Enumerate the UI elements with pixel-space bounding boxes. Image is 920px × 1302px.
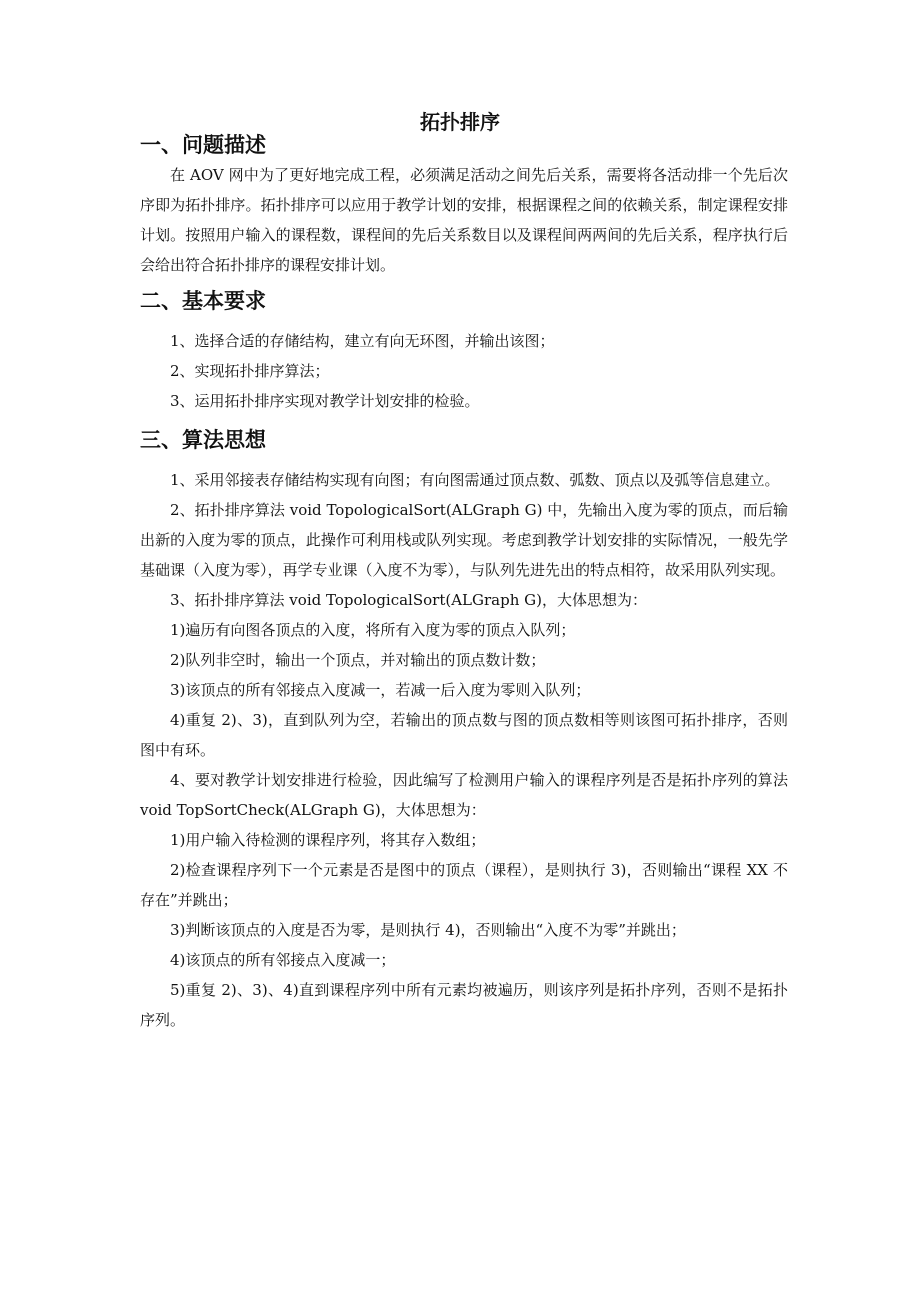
requirement-item: 2、实现拓扑排序算法； xyxy=(170,362,330,380)
algorithm-paragraph-4: 4、要对教学计划安排进行检验，因此编写了检测用户输入的课程序列是否是拓扑序列的算法 void TopSortCheck(ALGraph G)，大体思想为： xyxy=(140,771,788,819)
section-algorithm-ideas xyxy=(140,425,788,1035)
section-problem-description xyxy=(140,130,788,280)
algorithm-paragraph-1: 1、采用邻接表存储结构实现有向图；有向图需通过顶点数、弧数、顶点以及弧等信息建立。 xyxy=(170,471,780,489)
check-step: 1)用户输入待检测的课程序列，将其存入数组； xyxy=(170,831,486,849)
section-heading-requirements: 二、基本要求 xyxy=(140,289,266,313)
algorithm-step: 3)该顶点的所有邻接点入度减一，若减一后入度为零则入队列； xyxy=(170,681,591,699)
algorithm-paragraph-3: 3、拓扑排序算法 void TopologicalSort(ALGraph G)，大体思想为： xyxy=(170,591,647,609)
document-title: 拓扑排序 xyxy=(420,110,500,134)
algorithm-step: 1)遍历有向图各顶点的入度，将所有入度为零的顶点入队列； xyxy=(170,621,576,639)
requirement-item: 3、运用拓扑排序实现对教学计划安排的检验。 xyxy=(170,392,480,410)
check-step: 5)重复 2)、3)、4)直到课程序列中所有元素均被遍历，则该序列是拓扑序列，否则不是拓扑序列。 xyxy=(140,981,788,1029)
check-step: 3)判断该顶点的入度是否为零，是则执行 4)，否则输出“入度不为零”并跳出； xyxy=(170,921,686,939)
algorithm-paragraph-2: 2、拓扑排序算法 void TopologicalSort(ALGraph G) 中，先输出入度为零的顶点，而后输出新的入度为零的顶点，此操作可利用栈或队列实现。考虑到教学计划安排的实际情况，一般先学基础课（入度为零），再学专业课（入度不为零），与队列先进先出的特点相符，故采用队列实现。 xyxy=(140,501,788,579)
requirement-item: 1、选择合适的存储结构，建立有向无环图，并输出该图； xyxy=(170,332,555,350)
check-step: 2)检查课程序列下一个元素是否是图中的顶点（课程），是则执行 3)，否则输出“课程 XX 不存在”并跳出； xyxy=(140,861,788,909)
section-basic-requirements xyxy=(140,286,788,416)
section-heading-problem: 一、问题描述 xyxy=(140,133,266,157)
algorithm-step: 2)队列非空时，输出一个顶点，并对输出的顶点数计数； xyxy=(170,651,546,669)
check-step: 4)该顶点的所有邻接点入度减一； xyxy=(170,951,396,969)
section-heading-algorithm: 三、算法思想 xyxy=(140,428,266,452)
algorithm-step: 4)重复 2)、3)，直到队列为空，若输出的顶点数与图的顶点数相等则该图可拓扑排序，否则图中有环。 xyxy=(140,711,788,759)
problem-paragraph: 在 AOV 网中为了更好地完成工程，必须满足活动之间先后关系，需要将各活动排一个先后次序即为拓扑排序。拓扑排序可以应用于教学计划的安排，根据课程之间的依赖关系，制定课程安排计划。按照用户输入的课程数，课程间的先后关系数目以及课程间两两间的先后关系，程序执行后会给出符合拓扑排序的课程安排计划。 xyxy=(140,166,788,274)
